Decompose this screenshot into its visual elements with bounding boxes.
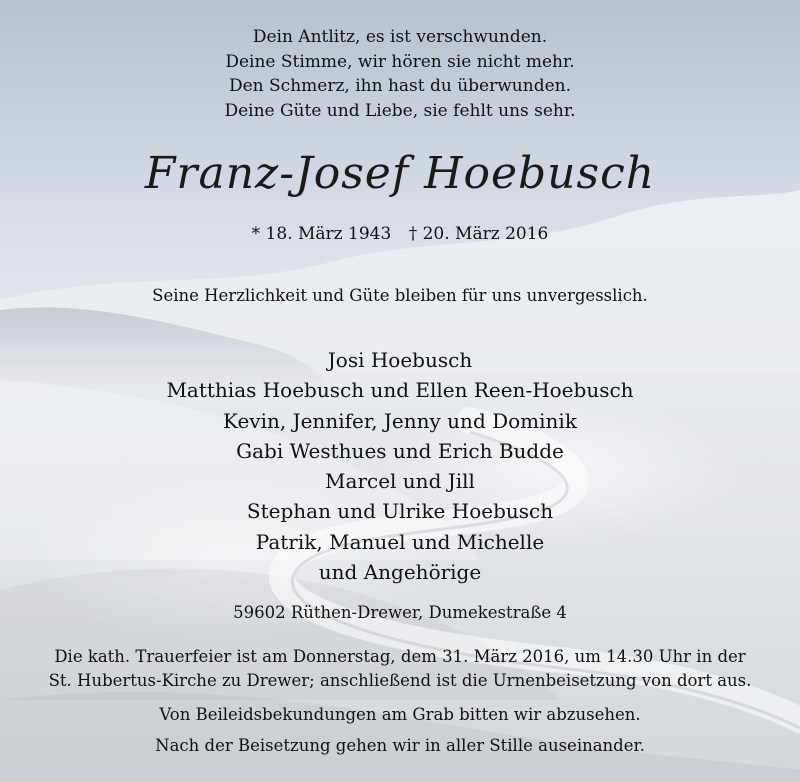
service-line: Die kath. Trauerfeier ist am Donnerstag, dem 31. März 2016, um 14.30 Uhr in der xyxy=(54,647,746,666)
service-line: St. Hubertus-Kirche zu Drewer; anschließend ist die Urnenbeisetzung von dort aus. xyxy=(48,671,752,690)
mourner-entry: Stephan und Ulrike Hoebusch xyxy=(246,499,554,524)
death-date: † 20. März 2016 xyxy=(408,224,549,244)
mourner-entry: Matthias Hoebusch und Ellen Reen-Hoebusch xyxy=(166,378,634,403)
deceased-name: Franz-Josef Hoebusch xyxy=(144,148,656,199)
birth-date: * 18. März 1943 xyxy=(251,224,392,244)
poem-line: Den Schmerz, ihn hast du überwunden. xyxy=(228,76,571,96)
service-info xyxy=(0,645,800,693)
family-address: 59602 Rüthen-Drewer, Dumekestraße 4 xyxy=(233,603,567,622)
mourner-entry: Gabi Westhues und Erich Budde xyxy=(236,438,564,463)
mourner-entry: und Angehörige xyxy=(318,560,482,585)
life-dates xyxy=(0,224,800,244)
poem xyxy=(0,25,800,123)
poem-line: Deine Güte und Liebe, sie fehlt uns sehr. xyxy=(224,100,576,121)
tribute-line: Seine Herzlichkeit und Güte bleiben für uns unvergesslich. xyxy=(152,286,648,305)
mourner-entry: Marcel und Jill xyxy=(325,469,475,494)
closing-line: Nach der Beisetzung gehen wir in aller Stille auseinander. xyxy=(155,736,645,755)
mourner-entry: Kevin, Jennifer, Jenny und Dominik xyxy=(223,408,577,433)
condolence-request: Von Beileidsbekundungen am Grab bitten wir abzusehen. xyxy=(159,705,641,724)
mourner-entry: Patrik, Manuel und Michelle xyxy=(255,529,545,554)
poem-line: Deine Stimme, wir hören sie nicht mehr. xyxy=(225,51,575,72)
mourner-entry: Josi Hoebusch xyxy=(327,348,473,372)
poem-line: Dein Antlitz, es ist verschwunden. xyxy=(252,27,548,47)
mourners-list xyxy=(0,345,800,587)
